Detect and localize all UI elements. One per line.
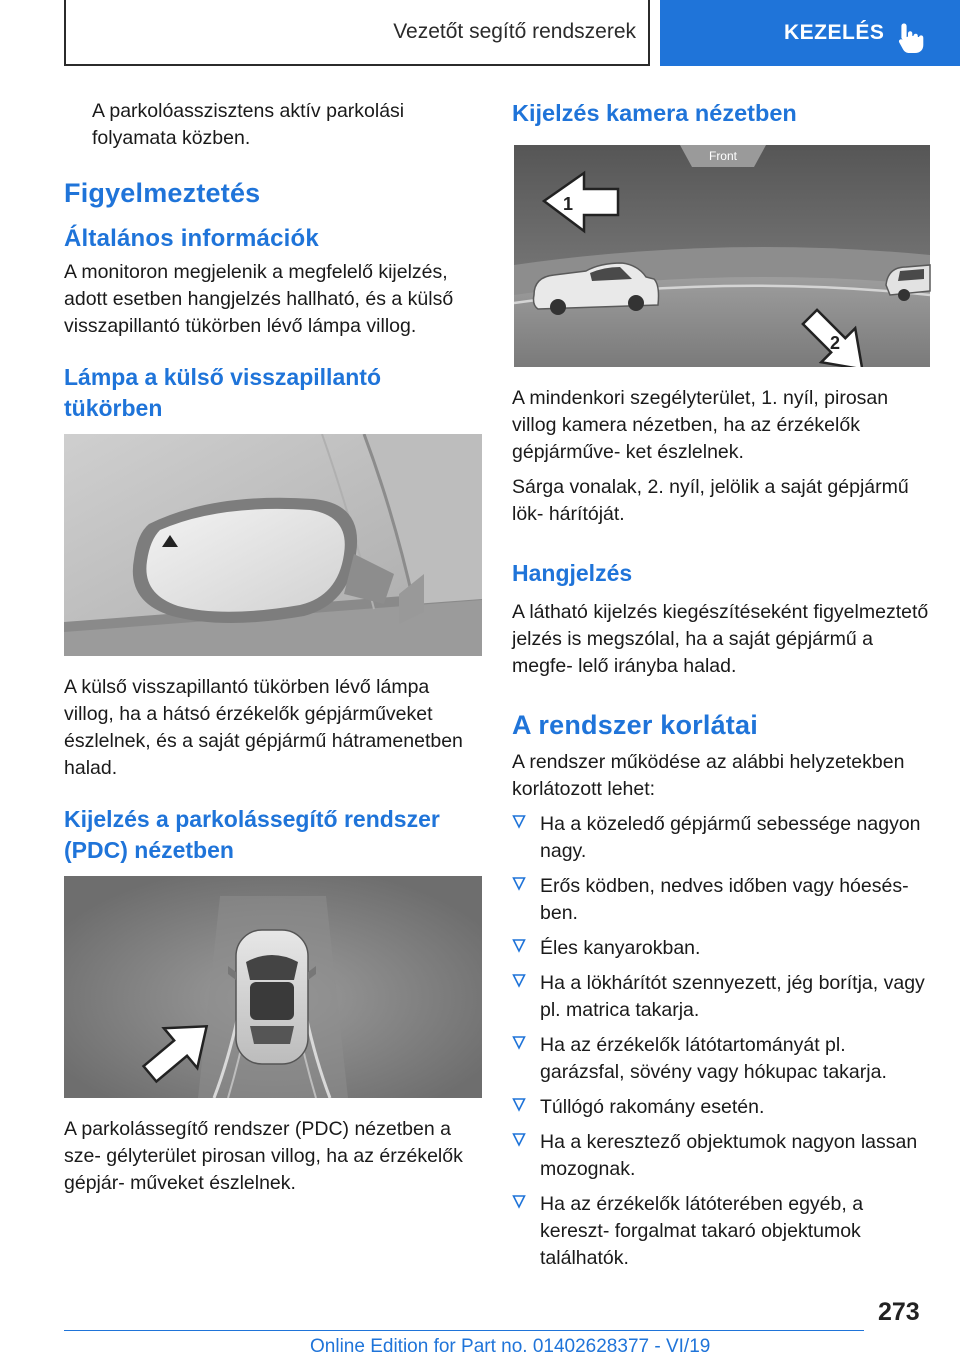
list-item: Éles kanyarokban. — [512, 935, 932, 962]
page-number: 273 — [878, 1298, 920, 1326]
heading-camera-view: Kijelzés kamera nézetben — [512, 100, 797, 126]
triangle-bullet-icon — [512, 938, 526, 954]
list-item: Ha az érzékelők látóterében egyéb, a kereszt‐ forgalmat takaró objektumok találhatók. — [512, 1191, 932, 1272]
heading-mirror-lamp: Lámpa a külső visszapillantó tükörben — [64, 364, 381, 421]
camera-front-label: Front — [708, 149, 738, 163]
triangle-bullet-icon — [512, 1132, 526, 1148]
triangle-bullet-icon — [512, 1035, 526, 1051]
camera-view-image — [512, 145, 932, 367]
heading-system-limits: A rendszer korlátai — [512, 710, 758, 740]
triangle-bullet-icon — [512, 973, 526, 989]
camera-arrow1-label: 1 — [562, 194, 574, 214]
heading-pdc-display: Kijelzés a parkolássegítő rendszer (PDC) nézetben — [64, 806, 440, 863]
side-mirror-image — [64, 434, 482, 656]
intro-text: A parkolóasszisztens aktív parkolási folyamata közben. — [92, 100, 405, 149]
section-title: Vezetőt segítő rendszerek — [393, 20, 636, 43]
limits-list — [512, 811, 932, 1272]
list-item: Túllógó rakomány esetén. — [512, 1094, 932, 1121]
right-column — [512, 98, 932, 1280]
triangle-bullet-icon — [512, 1194, 526, 1210]
camera-arrow2-label: 2 — [829, 333, 841, 353]
camera-view-text-1: A mindenkori szegélyterület, 1. nyíl, pirosan villog kamera nézetben, ha az érzékelők gépjárműve‐ ket észlelnek. — [512, 387, 889, 463]
left-column — [64, 98, 482, 1205]
mirror-lamp-text: A külső visszapillantó tükörben lévő lámpa villog, ha a hátsó érzékelők gépjárműveket észlelnek, és a saját gépjármű hátramenetben halad. — [64, 676, 463, 779]
triangle-bullet-icon — [512, 814, 526, 830]
list-item: Ha a keresztező objektumok nagyon lassan mozognak. — [512, 1129, 932, 1183]
general-info-text: A monitoron megjelenik a megfelelő kijelzés, adott esetben hangjelzés hallható, és a külső visszapillantó tükörben lévő lámpa villog. — [64, 261, 454, 337]
section-header — [64, 0, 650, 66]
list-item: Ha a lökhárítót szennyezett, jég borítja, vagy pl. matrica takarja. — [512, 970, 932, 1024]
footer-edition: Online Edition for Part no. 01402628377 - VI/19 — [310, 1336, 711, 1357]
sound-signal-text: A látható kijelzés kiegészítéseként figyelmeztető jelzés is megszólal, ha a saját gépjármű a megfe‐ lelő irányba halad. — [512, 601, 929, 677]
triangle-bullet-icon — [512, 876, 526, 892]
heading-general-info: Általános információk — [64, 225, 319, 252]
heading-sound-signal: Hangjelzés — [512, 560, 633, 586]
chapter-tab[interactable] — [660, 0, 960, 66]
camera-view-text-2: Sárga vonalak, 2. nyíl, jelölik a saját gépjármű lök‐ hárítóját. — [512, 476, 909, 525]
pdc-display-text: A parkolássegítő rendszer (PDC) nézetben a sze‐ gélyterület pirosan villog, ha az érzékelők gépjár‐ műveket észlelnek. — [64, 1118, 463, 1194]
chapter-tab-label: KEZELÉS — [784, 21, 885, 44]
pdc-view-image — [64, 876, 482, 1098]
footer-divider — [64, 1330, 864, 1331]
list-item: Erős ködben, nedves időben vagy hóesés‐ ben. — [512, 873, 932, 927]
triangle-bullet-icon — [512, 1097, 526, 1113]
system-limits-text: A rendszer működése az alábbi helyzetekben korlátozott lehet: — [512, 751, 905, 800]
hand-pointer-icon — [898, 22, 926, 54]
heading-warning: Figyelmeztetés — [64, 178, 261, 208]
list-item: Ha az érzékelők látótartományát pl. garázsfal, sövény vagy hókupac takarja. — [512, 1032, 932, 1086]
list-item: Ha a közeledő gépjármű sebessége nagyon nagy. — [512, 811, 932, 865]
